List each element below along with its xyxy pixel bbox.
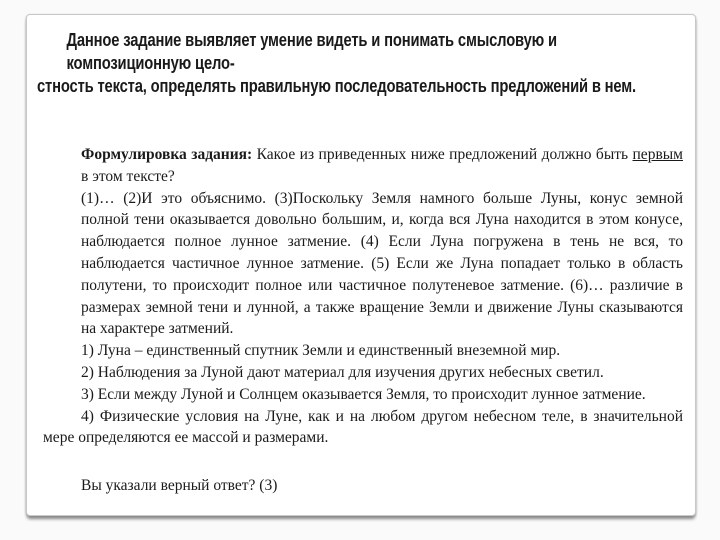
task-question bbox=[43, 144, 683, 188]
answer-line: Вы указали верный ответ? (3) bbox=[81, 477, 278, 495]
task-question-underlined: первым bbox=[632, 146, 683, 163]
task-label: Формулировка задания: bbox=[81, 146, 253, 163]
slide-frame bbox=[26, 14, 696, 516]
task-body bbox=[43, 144, 683, 497]
option-2: 2) Наблюдения за Луной дают материал для изучения других небесных светил. bbox=[81, 363, 604, 381]
option-4: 4) Физические условия на Луне, как и на любом другом небесном теле, в значительной мере определяются ее массой и размерами. bbox=[43, 407, 683, 447]
heading-line-2: стность текста, определять правильную последовательность предложений в нем. bbox=[37, 76, 636, 96]
slide-heading bbox=[37, 29, 685, 98]
task-question-end: в этом тексте? bbox=[81, 167, 175, 185]
slide-content bbox=[37, 29, 683, 495]
option-1: 1) Луна – единственный спутник Земли и единственный внеземной мир. bbox=[81, 342, 561, 360]
option-3: 3) Если между Луной и Солнцем оказывается Земля, то происходит лунное затмение. bbox=[81, 385, 646, 403]
heading-line-1: Данное задание выявляет умение видеть и понимать смысловую и композиционную цело- bbox=[66, 30, 557, 73]
task-passage: (1)… (2)И это объяснимо. (3)Поскольку Земля намного больше Луны, конус земной полной тени оказывается довольно большим, и, когда вся Луна находится в этом конусе, наблюдается полное лунное затмение. (4) Если Луна погружена в тень не вся, то наблюдается частичное лунное затмение. (5) Если же Луна попадает только в область полутени, то происходит полное или частичное полутеневое затмение. (6)… различие в размерах земной тени и лунной, а также вращение Земли и движение Луны сказываются на характере затмений. bbox=[81, 189, 683, 338]
task-question-text: Какое из приведенных ниже предложений должно быть bbox=[252, 146, 633, 163]
